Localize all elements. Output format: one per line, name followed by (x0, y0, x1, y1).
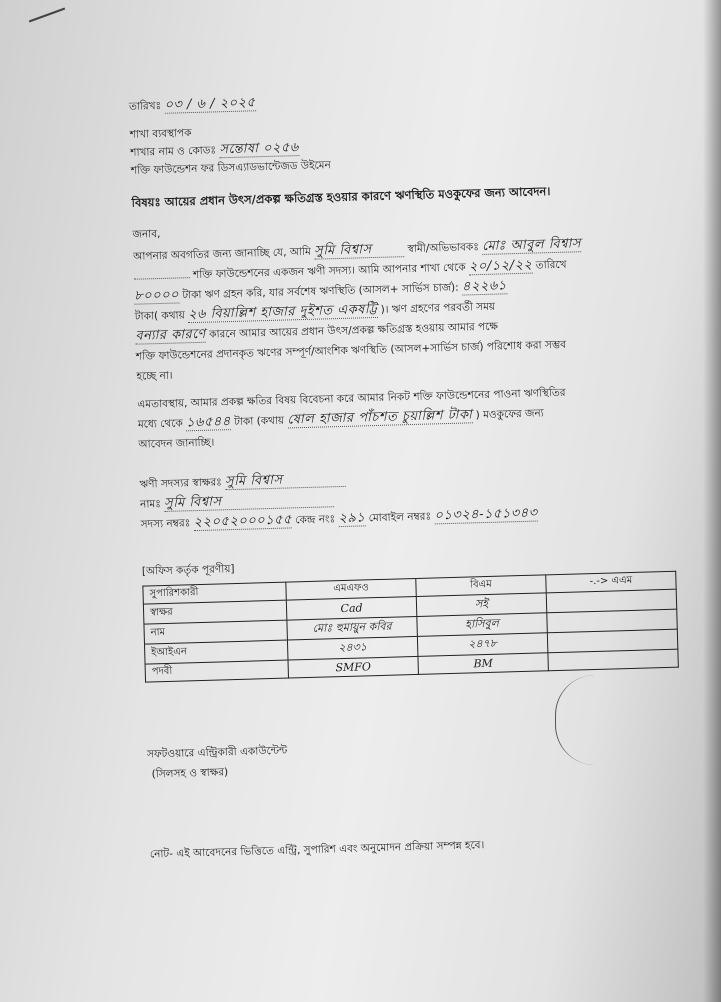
branch-line (130, 141, 299, 161)
body-text: টাকা (কথায় (234, 414, 285, 428)
office-table (142, 571, 679, 683)
mfo-designation: SMFO (288, 656, 418, 678)
bm-name: হাসিবুল (417, 613, 548, 637)
edge-shadow (703, 0, 721, 1002)
balance-words: ২৬ বিয়াল্লিশ হাজার দুইশত একষট্টি (187, 301, 378, 323)
center-label: কেন্দ্র নংঃ (295, 513, 336, 527)
member-signature-label: ঋণী সদস্যর স্বাক্ষরঃ (139, 476, 222, 491)
bm-ein: ২৪৭৮ (417, 633, 548, 657)
body-text: মধ্যে থেকে (137, 417, 183, 431)
body-text: টাকা( কথায় (134, 309, 185, 323)
body-text: )। ঋণ গ্রহণের পরবর্তী সময় (380, 300, 496, 316)
body-line-7: হচ্ছে না। (136, 369, 173, 383)
col-mfo: এমএফও (286, 578, 416, 600)
member-name: সুমি বিশ্বাস (164, 492, 334, 512)
mobile-number: ০১৩২৪-১৫১৩৪৩ (434, 505, 538, 524)
mfo-name: মোঃ হুমায়ুন কবির (287, 616, 418, 640)
date-line (129, 96, 256, 115)
body-text: তারিখে (535, 258, 567, 272)
application-document (120, 0, 708, 1002)
body-text: টাকা ঋণ গ্রহন করি, যার সর্বশেষ ঋণস্থিতি (আসল+ সার্ভিস চার্জ): (182, 281, 459, 302)
salutation: জনাব, (132, 227, 161, 241)
body-text: কারনে আমার আয়ের প্রধান উৎস/প্রকল্প ক্ষতিগ্রস্ত হওয়ায় আমার পক্ষে (208, 320, 499, 341)
body-text: শক্তি ফাউন্ডেশনের একজন ঋণী সদস্য। আমি আপনার শাখা থেকে (192, 261, 466, 282)
col-bm: বিএম (416, 575, 546, 597)
col-recommender: সুপারিশকারী (143, 582, 286, 604)
center-number: ২৯১ (338, 510, 366, 527)
body-line-8: এমতাবস্থায়, আমার প্রকল্প ক্ষতির বিষয় বিবেচনা করে আমার নিকট শক্তি ফাউন্ডেশনের পাওনা ঋণস্থিতির (137, 386, 566, 411)
mfo-ein: ২৪৩১ (287, 636, 418, 660)
member-signature-line (139, 472, 345, 493)
footer-note: নোট- এই আবেদনের ভিত্তিতে এন্ট্রি, সুপারিশ এবং অনুমোদন প্রক্রিয়া সম্পন্ন হবে। (149, 839, 485, 861)
accountant-sub: (সিলসহ ও স্বাক্ষর) (151, 766, 229, 781)
branch-value: সন্তোষা ০২৫৬ (219, 140, 299, 158)
damage-reason: বন্যার কারণে (135, 326, 206, 344)
blank-field (134, 277, 190, 280)
date-value: ০৩ / ৬ / ২০২৫ (164, 95, 256, 113)
member-name-label: নামঃ (139, 498, 162, 511)
accountant-label: সফটওয়ারে এন্ট্রিকারী একাউন্টেন্ট (146, 744, 288, 761)
pen-stroke (29, 8, 65, 23)
member-id-label: সদস্য নম্বরঃ (140, 517, 191, 531)
body-text: আপনার অবগতির জন্য জানাচ্ছি যে, আমি (133, 245, 312, 263)
waive-words: ষোল হাজার পাঁচশত চুয়াল্লিশ টাকা (287, 407, 473, 428)
date-label: তারিখঃ (128, 99, 162, 113)
bm-signature: সই (416, 593, 547, 617)
body-line-10: আবেদন জানাচ্ছি। (138, 436, 215, 451)
mobile-label: মোবাইল নম্বরঃ (368, 510, 432, 525)
body-text: স্বামী/অভিভাবকঃ (407, 241, 480, 256)
row-label: নাম (144, 620, 288, 644)
am-designation (548, 649, 678, 671)
office-section-label: [অফিস কর্তৃক পূরণীয়] (141, 563, 235, 578)
row-label: স্বাক্ষর (143, 600, 287, 624)
balance-amount: ৪২২৬১ (461, 278, 507, 295)
branch-label: শাখার নাম ও কোডঃ (130, 144, 217, 159)
manager-label: শাখা ব্যবস্থাপক (129, 127, 192, 141)
body-line-9 (138, 406, 544, 432)
col-am: -.-> এএম (546, 571, 676, 593)
member-name-line (140, 492, 334, 512)
member-id: ২২০৫২০০০১৫৫ (193, 512, 293, 531)
member-signature: সুমি বিশ্বাস (225, 472, 345, 490)
applicant-name: সুমি বিশ্বাস (314, 242, 404, 260)
bm-designation: BM (418, 653, 548, 675)
guardian-name: মোঃ আবুল বিশ্বাস (482, 236, 582, 254)
row-label: ইআইএন (144, 640, 288, 664)
loan-amount: ৮০০০০ (134, 287, 180, 304)
mfo-signature: Cad (286, 596, 417, 620)
org-name: শক্তি ফাউন্ডেশন ফর ডিসএ্যাডভান্টেজড উইমেন (130, 159, 331, 177)
waive-amount: ১৬৫৪৪ (185, 414, 232, 431)
body-line-6: শক্তি ফাউন্ডেশনের প্রদানকৃত ঋণের সম্পূর্ণ/আংশিক ঋণস্থিতি (আসল+সার্ভিস চার্জ) পরিশোধ করা সম্ভব (135, 338, 567, 363)
subject-line: বিষয়ঃ আয়ের প্রধান উৎস/প্রকল্প ক্ষতিগ্রস্ত হওয়ার কারণে ঋণস্থিতি মওকুফের জন্য আবেদন। (131, 184, 551, 210)
loan-date: ২০/১২/২২ (468, 257, 533, 275)
row-label: পদবী (145, 660, 288, 682)
body-text: ) মওকুফের জন্য (475, 407, 544, 422)
